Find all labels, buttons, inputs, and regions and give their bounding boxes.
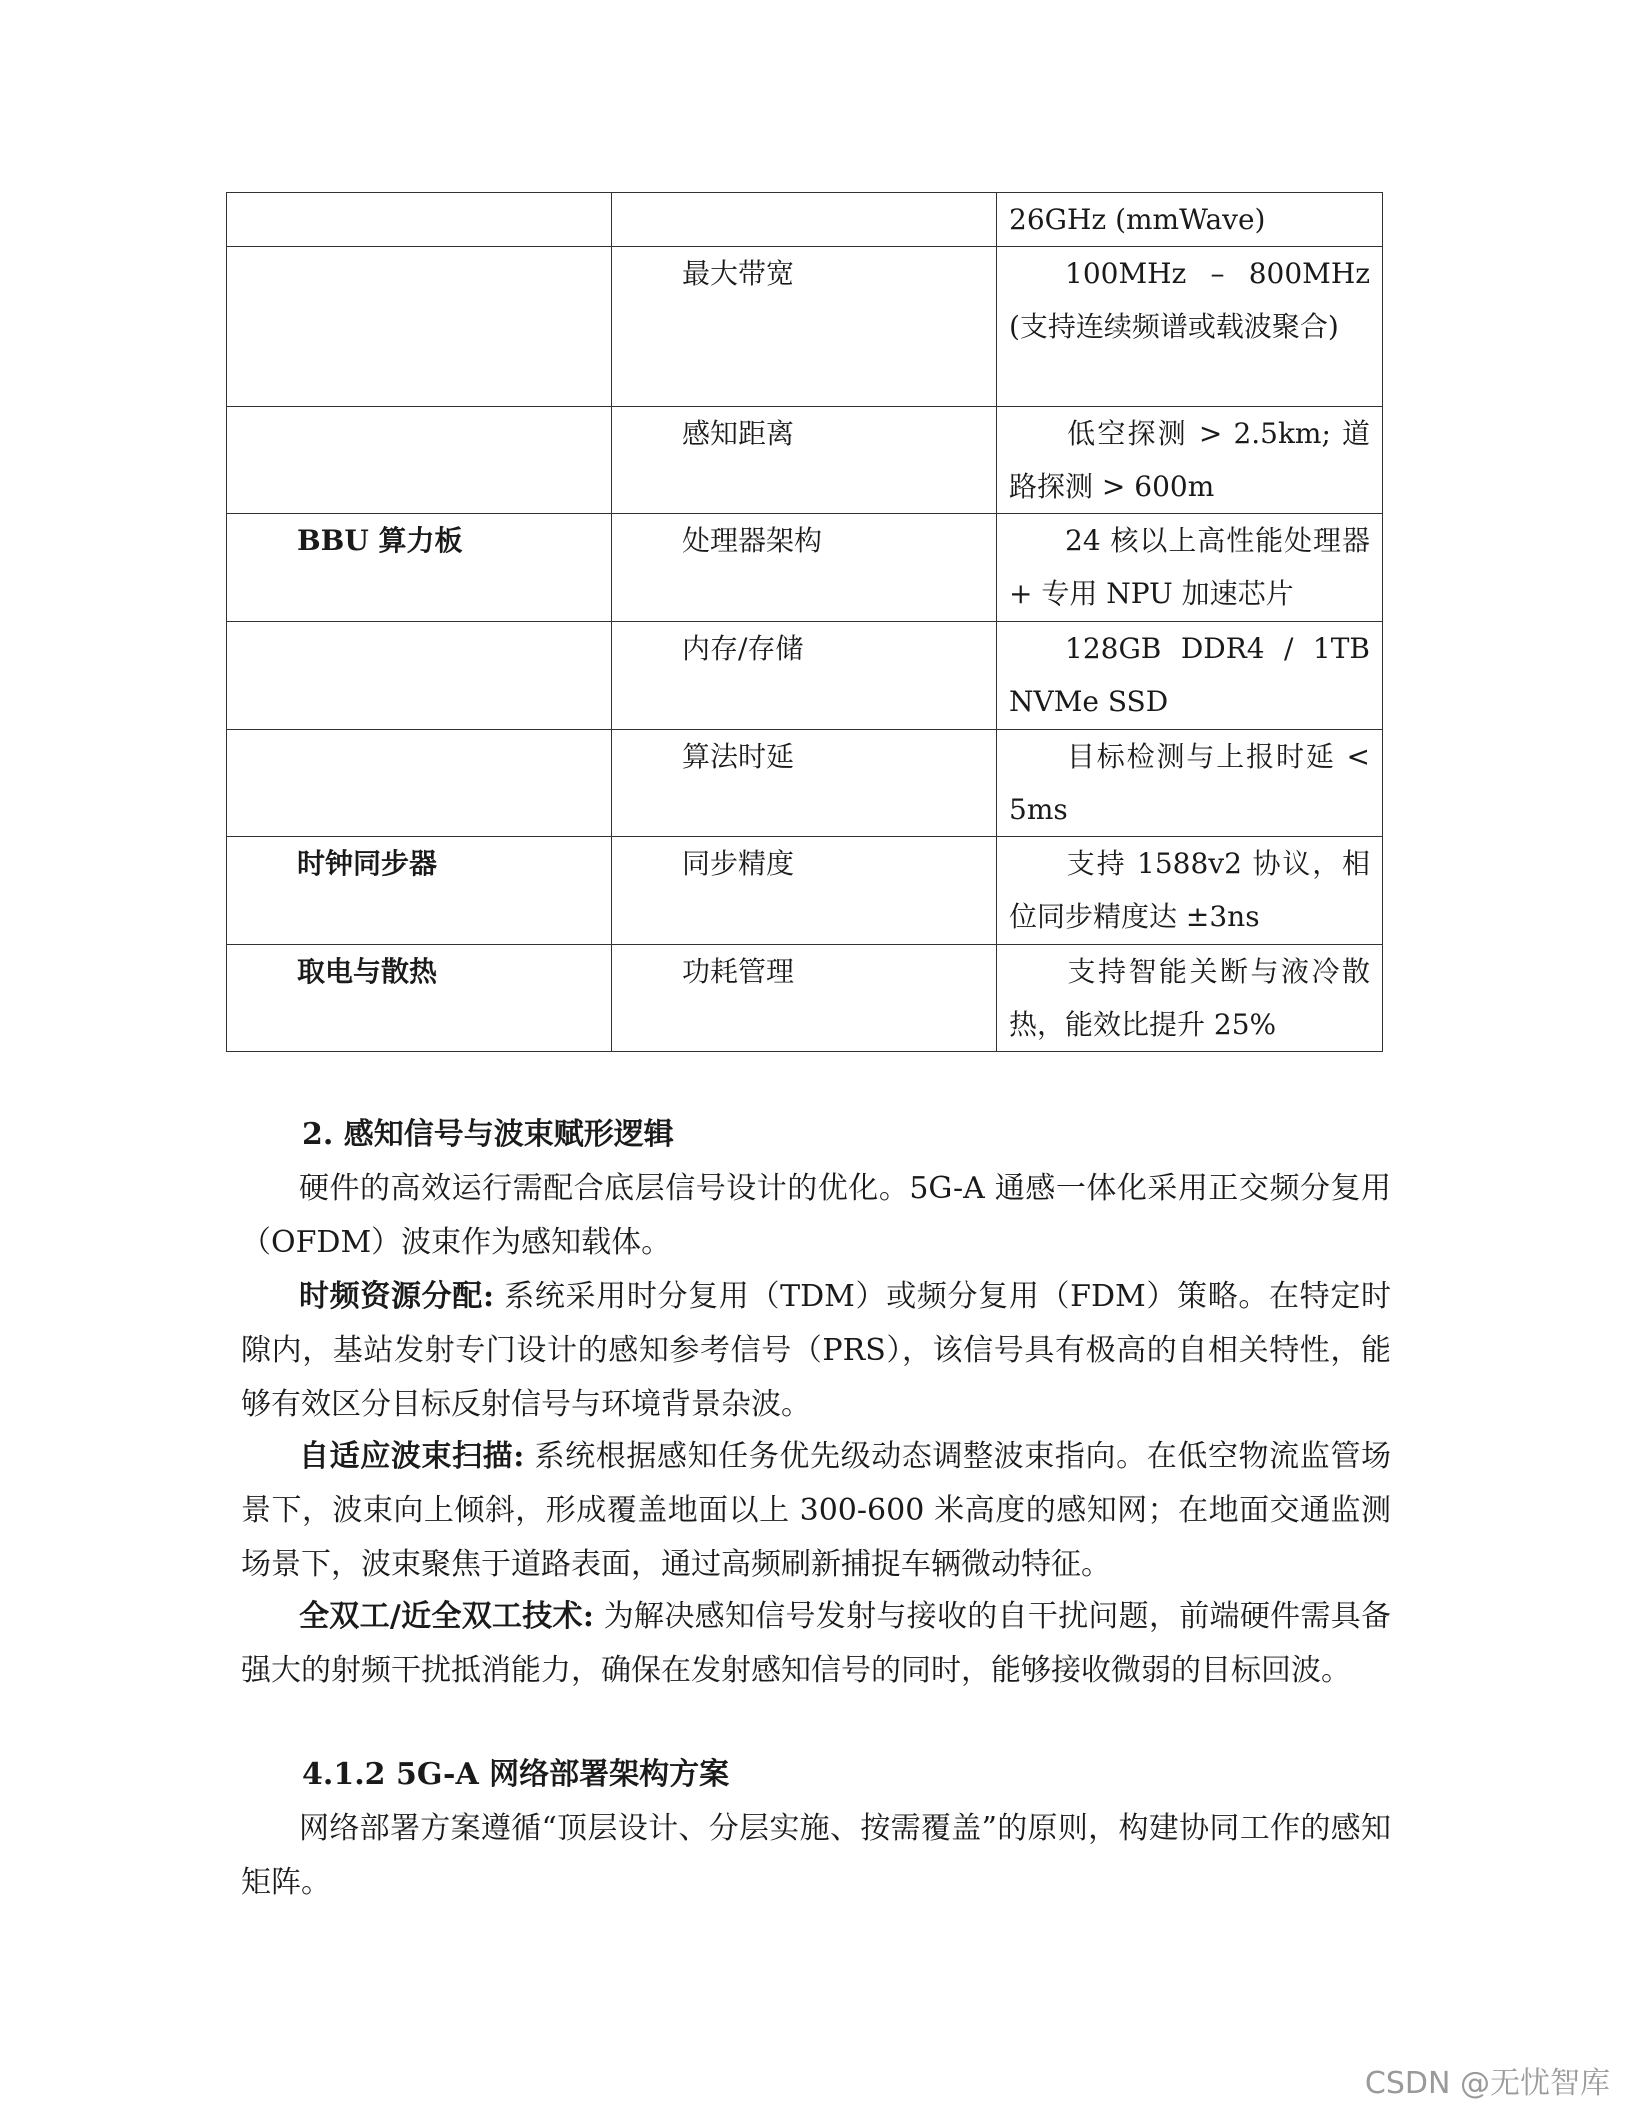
table-row — [227, 247, 1383, 407]
paragraph-text: 系统根据感知任务优先级动态调整波束指向。在低空物流监管场景下，波束向上倾斜，形成覆盖地面以上 300-600 米高度的感知网；在地面交通监测场景下，波束聚焦于道路表面，通过高频刷新捕捉车辆微动特征。 — [241, 1439, 1391, 1582]
parameter-cell: 内存/存储 — [612, 622, 997, 730]
paragraph-text: 为解决感知信号发射与接收的自干扰问题，前端硬件需具备强大的射频干扰抵消能力，确保在发射感知信号的同时，能够接收微弱的目标回波。 — [241, 1599, 1391, 1688]
spec-table — [226, 192, 1383, 1052]
value-text: 26GHz (mmWave) — [1009, 203, 1266, 236]
parameter-cell: 同步精度 — [612, 837, 997, 945]
component-cell — [227, 247, 612, 407]
value-text: 24 核以上高性能处理器 + 专用 NPU 加速芯片 — [1009, 524, 1370, 610]
value-cell — [997, 730, 1383, 837]
component-cell: BBU 算力板 — [227, 514, 612, 622]
table-row — [227, 407, 1383, 514]
component-cell — [227, 407, 612, 514]
value-cell — [997, 407, 1383, 514]
value-text: 128GB DDR4 / 1TB NVMe SSD — [1009, 632, 1370, 718]
value-text: 低空探测 > 2.5km; 道路探测 > 600m — [1009, 417, 1370, 503]
value-text: 100MHz – 800MHz (支持连续频谱或载波聚合) — [1009, 257, 1370, 343]
table-row — [227, 837, 1383, 945]
value-text: 支持 1588v2 协议，相位同步精度达 ±3ns — [1009, 847, 1370, 933]
component-cell — [227, 730, 612, 837]
spec-table-body — [227, 193, 1383, 1052]
component-cell: 取电与散热 — [227, 945, 612, 1052]
paragraph-label: 全双工/近全双工技术: — [299, 1599, 594, 1634]
paragraph — [241, 1430, 1391, 1592]
paragraph — [241, 1270, 1391, 1432]
table-row — [227, 193, 1383, 247]
paragraph-label: 自适应波束扫描: — [299, 1439, 525, 1474]
paragraph: 硬件的高效运行需配合底层信号设计的优化。5G-A 通感一体化采用正交频分复用（OFDM）波束作为感知载体。 — [241, 1171, 1391, 1260]
table-row — [227, 622, 1383, 730]
parameter-cell: 最大带宽 — [612, 247, 997, 407]
paragraph — [241, 1590, 1391, 1698]
paragraph: 网络部署方案遵循“顶层设计、分层实施、按需覆盖”的原则，构建协同工作的感知矩阵。 — [241, 1811, 1391, 1900]
component-cell — [227, 193, 612, 247]
value-cell — [997, 247, 1383, 407]
paragraph-label: 时频资源分配: — [299, 1279, 495, 1314]
parameter-cell: 处理器架构 — [612, 514, 997, 622]
parameter-cell: 算法时延 — [612, 730, 997, 837]
section-heading: 2. 感知信号与波束赋形逻辑 — [302, 1117, 674, 1152]
parameter-cell — [612, 193, 997, 247]
component-cell: 时钟同步器 — [227, 837, 612, 945]
value-text: 目标检测与上报时延 < 5ms — [1009, 740, 1370, 826]
paragraph-text: 系统采用时分复用（TDM）或频分复用（FDM）策略。在特定时隙内，基站发射专门设计的感知参考信号（PRS），该信号具有极高的自相关特性，能够有效区分目标反射信号与环境背景杂波。 — [241, 1279, 1391, 1422]
table-row — [227, 945, 1383, 1052]
section-heading: 4.1.2 5G-A 网络部署架构方案 — [302, 1757, 730, 1792]
value-cell — [997, 837, 1383, 945]
table-row — [227, 730, 1383, 837]
value-cell — [997, 622, 1383, 730]
parameter-cell: 感知距离 — [612, 407, 997, 514]
table-row — [227, 514, 1383, 622]
value-cell — [997, 193, 1383, 247]
value-cell — [997, 514, 1383, 622]
parameter-cell: 功耗管理 — [612, 945, 997, 1052]
value-cell — [997, 945, 1383, 1052]
component-cell — [227, 622, 612, 730]
value-text: 支持智能关断与液冷散热，能效比提升 25% — [1009, 955, 1370, 1041]
watermark: CSDN @无忧智库 — [1364, 2066, 1610, 2101]
